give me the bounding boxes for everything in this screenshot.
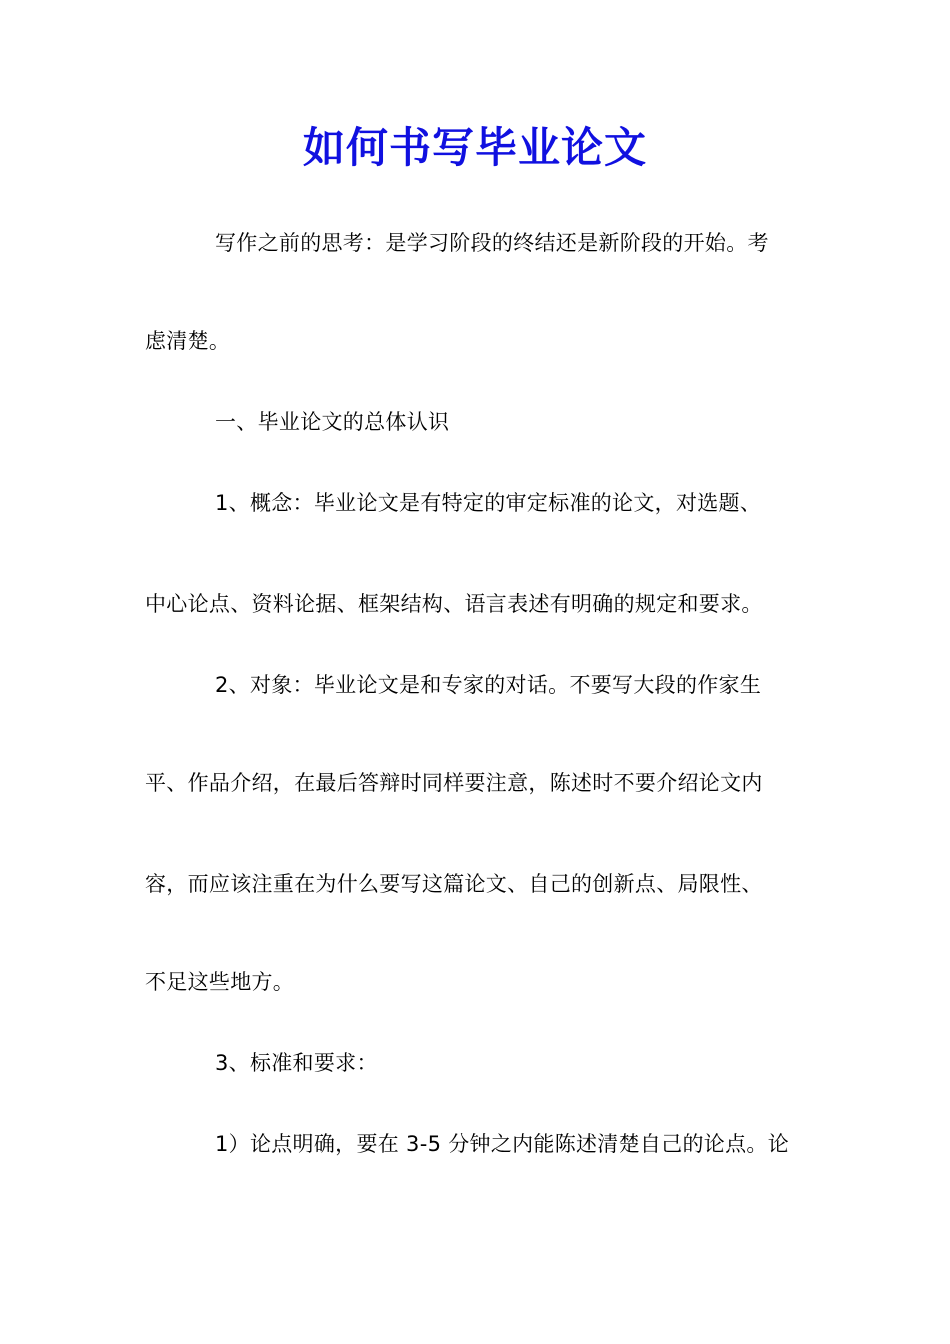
paragraph-line: 1、概念：毕业论文是有特定的审定标准的论文，对选题、 [215,491,762,515]
paragraph-line: 虑清楚。 [145,329,231,353]
paragraph-line: 2、对象：毕业论文是和专家的对话。不要写大段的作家生 [215,673,762,697]
paragraph-line: 平、作品介绍，在最后答辩时同样要注意，陈述时不要介绍论文内 [145,771,763,795]
section-heading: 一、毕业论文的总体认识 [215,410,450,434]
subsection-heading: 3、标准和要求： [215,1051,378,1075]
document-title: 如何书写毕业论文 [302,123,647,172]
paragraph-line: 不足这些地方。 [145,970,295,994]
paragraph-line: 写作之前的思考：是学习阶段的终结还是新阶段的开始。考 [215,231,769,255]
paragraph-line: 1）论点明确，要在 3-5 分钟之内能陈述清楚自己的论点。论 [215,1132,790,1156]
paragraph-line: 中心论点、资料论据、框架结构、语言表述有明确的规定和要求。 [145,592,763,616]
paragraph-line: 容，而应该注重在为什么要写这篇论文、自己的创新点、局限性、 [145,872,763,896]
